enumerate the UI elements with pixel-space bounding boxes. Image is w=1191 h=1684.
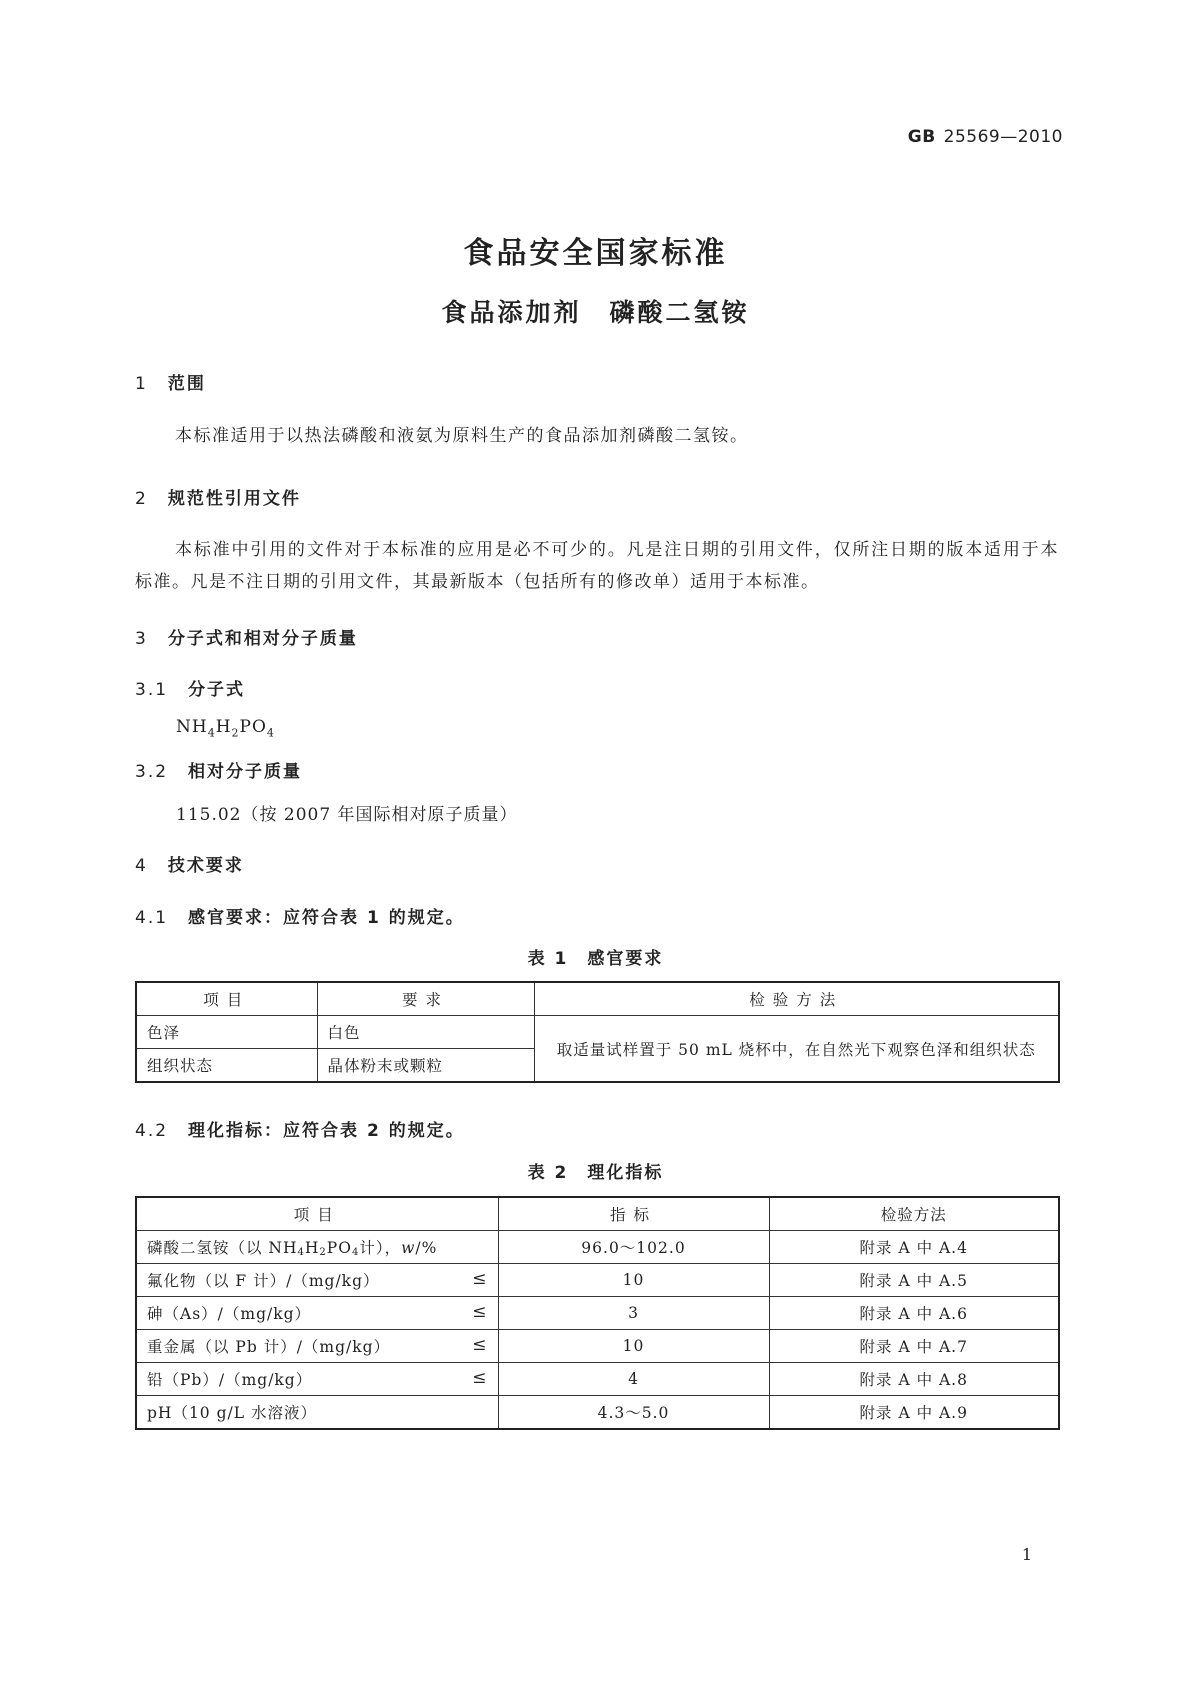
item-cell — [136, 1297, 498, 1330]
requirement-cell: 晶体粉末或颗粒 — [317, 1049, 534, 1083]
item-cell: 色泽 — [136, 1016, 317, 1049]
table-header-row — [136, 1197, 1059, 1231]
method-cell: 附录 A 中 A.7 — [769, 1330, 1059, 1363]
table-header-cell: 项目 — [136, 1197, 498, 1231]
item-cell — [136, 1231, 498, 1264]
table-row — [136, 1396, 1059, 1430]
formula-subscript: 2 — [231, 726, 240, 740]
formula-part: NH — [176, 717, 208, 737]
section-number: 4.2 — [135, 1121, 169, 1141]
section-4-2-heading — [135, 1116, 465, 1141]
method-cell: 附录 A 中 A.6 — [769, 1297, 1059, 1330]
table-row — [136, 1016, 1059, 1049]
table-row — [136, 1297, 1059, 1330]
item-text: 氟化物（以 F 计）/（mg/kg） — [147, 1272, 380, 1290]
table-row — [136, 1231, 1059, 1264]
section-3-heading — [135, 624, 358, 649]
value-cell: 4 — [498, 1363, 769, 1396]
method-cell: 附录 A 中 A.8 — [769, 1363, 1059, 1396]
section-title: 分子式 — [188, 680, 246, 700]
item-text: 铅（Pb）/（mg/kg） — [147, 1371, 313, 1389]
section-number: 4.1 — [135, 908, 169, 928]
value-cell: 10 — [498, 1330, 769, 1363]
molecular-mass: 115.02（按 2007 年国际相对原子质量） — [176, 805, 518, 825]
table-row — [136, 1363, 1059, 1396]
section-title: 范围 — [167, 374, 206, 394]
standard-code — [908, 127, 1063, 147]
page-number: 1 — [1021, 1545, 1032, 1564]
item-text: PO — [326, 1239, 352, 1257]
item-cell — [136, 1330, 498, 1363]
method-cell: 附录 A 中 A.4 — [769, 1231, 1059, 1264]
section-title: 相对分子质量 — [188, 762, 303, 782]
section-title: 感官要求：应符合表 1 的规定。 — [188, 908, 465, 928]
section-4-1-heading — [135, 903, 465, 928]
section-title: 技术要求 — [167, 856, 244, 876]
formula-subscript: 4 — [207, 726, 216, 740]
item-cell: pH（10 g/L 水溶液） — [136, 1396, 498, 1430]
item-text: 砷（As）/（mg/kg） — [147, 1305, 312, 1323]
table-header-cell: 检验方法 — [769, 1197, 1059, 1231]
table-row — [136, 1264, 1059, 1297]
item-cell: 组织状态 — [136, 1049, 317, 1083]
section-number: 2 — [135, 489, 148, 509]
section-1-heading — [135, 369, 206, 394]
section-3-2-heading — [135, 757, 302, 782]
section-title: 规范性引用文件 — [167, 489, 301, 509]
item-cell — [136, 1363, 498, 1396]
document-title: 食品安全国家标准 — [463, 236, 728, 271]
document-subtitle: 食品添加剂 磷酸二氢铵 — [441, 298, 750, 327]
section-2-heading — [135, 484, 301, 509]
item-text: 磷酸二氢铵（以 NH — [147, 1239, 298, 1257]
section-1-text: 本标准适用于以热法磷酸和液氨为原料生产的食品添加剂磷酸二氢铵。 — [175, 426, 749, 446]
section-3-1-heading — [135, 675, 245, 700]
le-symbol: ≤ — [472, 1302, 488, 1322]
le-symbol: ≤ — [472, 1269, 488, 1289]
le-symbol: ≤ — [472, 1335, 488, 1355]
item-text-italic: w — [401, 1239, 416, 1257]
subscript: 4 — [351, 1247, 360, 1258]
table-2-caption: 表 2 理化指标 — [527, 1163, 664, 1183]
standard-number: 25569—2010 — [943, 127, 1063, 147]
section-number: 1 — [135, 374, 148, 394]
subscript: 2 — [319, 1247, 327, 1258]
item-text: 计）， — [359, 1239, 402, 1257]
value-cell: 4.3～5.0 — [498, 1396, 769, 1430]
method-cell: 取适量试样置于 50 mL 烧杯中，在自然光下观察色泽和组织状态 — [534, 1016, 1059, 1083]
requirement-cell: 白色 — [317, 1016, 534, 1049]
subscript: 4 — [297, 1247, 305, 1258]
section-number: 3.1 — [135, 680, 169, 700]
section-number: 3.2 — [135, 762, 169, 782]
table-header-cell: 要求 — [317, 982, 534, 1016]
le-symbol: ≤ — [472, 1368, 488, 1388]
section-number: 4 — [135, 856, 148, 876]
table-header-cell: 指标 — [498, 1197, 769, 1231]
item-text: H — [304, 1239, 320, 1257]
value-cell: 3 — [498, 1297, 769, 1330]
standard-prefix: GB — [907, 127, 936, 147]
item-text: 重金属（以 Pb 计）/（mg/kg） — [147, 1338, 391, 1356]
method-cell: 附录 A 中 A.9 — [769, 1396, 1059, 1430]
table-header-row — [136, 982, 1059, 1016]
value-cell: 96.0～102.0 — [498, 1231, 769, 1264]
formula-part: PO — [239, 717, 267, 737]
section-title: 理化指标：应符合表 2 的规定。 — [188, 1121, 465, 1141]
table-row — [136, 1330, 1059, 1363]
section-title: 分子式和相对分子质量 — [167, 629, 358, 649]
table-1-caption: 表 1 感官要求 — [527, 949, 664, 969]
item-text: /% — [415, 1239, 438, 1257]
molecular-formula — [176, 717, 275, 739]
formula-subscript: 4 — [266, 726, 275, 740]
section-number: 3 — [135, 629, 148, 649]
section-2-text: 本标准中引用的文件对于本标准的应用是必不可少的。凡是注日期的引用文件，仅所注日期的版本适用于本标准。凡是不注日期的引用文件，其最新版本（包括所有的修改单）适用于本标准。 — [135, 540, 1059, 592]
method-cell: 附录 A 中 A.5 — [769, 1264, 1059, 1297]
value-cell: 10 — [498, 1264, 769, 1297]
table-1 — [135, 981, 1060, 1083]
formula-part: H — [215, 717, 232, 737]
table-header-cell: 项目 — [136, 982, 317, 1016]
table-2 — [135, 1196, 1060, 1430]
section-4-heading — [135, 851, 244, 876]
table-header-cell: 检验方法 — [534, 982, 1059, 1016]
item-cell — [136, 1264, 498, 1297]
